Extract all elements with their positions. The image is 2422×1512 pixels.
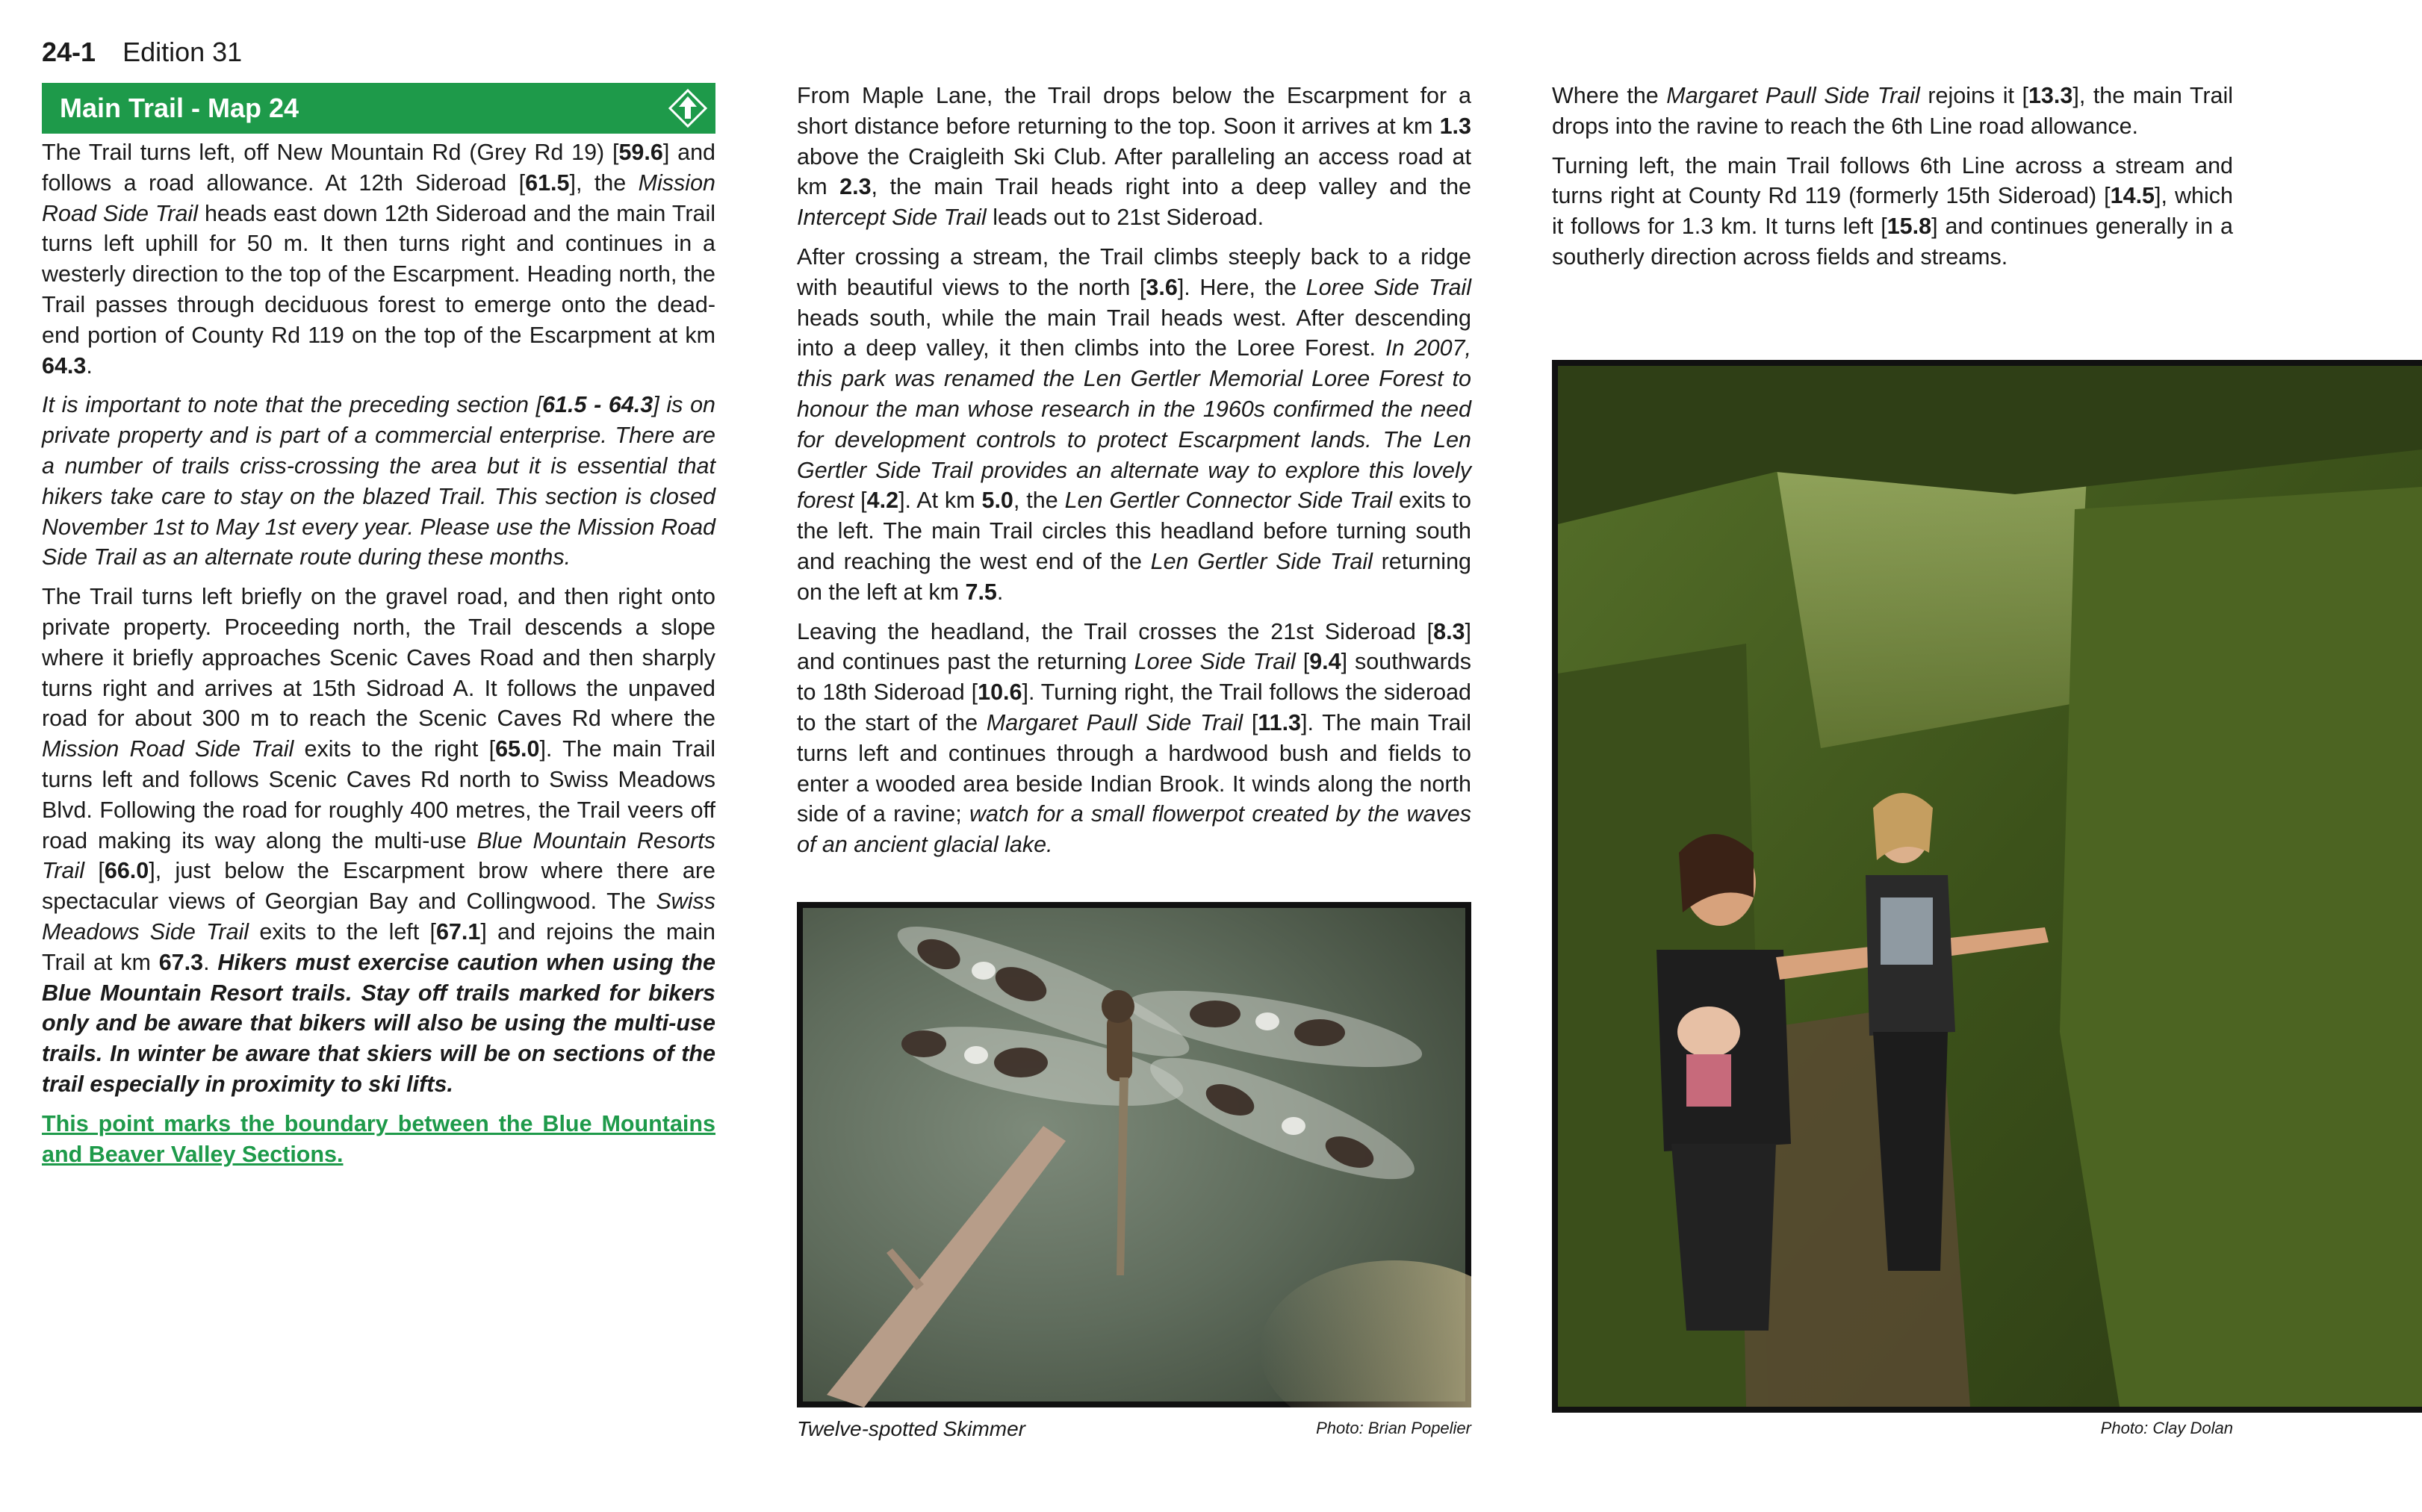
text-run: ]. Turning right, the Trail follows the sideroad to the start of the <box>797 679 1471 735</box>
text-run: 11.3 <box>1258 709 1302 735</box>
text-run: ]. The main Trail turns left and follows Scenic Caves Rd north to Swiss Meadows Blvd. Following the road for roughly 400 metres, the Trail veers off road making its way along the multi-use <box>42 736 715 853</box>
text-run: Leaving the headland, the Trail crosses the 21st Sideroad [ <box>797 618 1434 644</box>
text-run: ] and continues generally in a southerly direction across fields and streams. <box>1552 214 2233 270</box>
hikers-photo <box>1552 360 2422 1413</box>
paragraph <box>1552 151 2233 273</box>
paragraph <box>797 81 1471 233</box>
text-run: 65.0 <box>495 736 540 762</box>
text-run: It is important to note that the preceding section [ <box>42 392 543 418</box>
text-run: 2.3 <box>839 174 872 200</box>
text-run: 1.3 <box>1439 113 1471 139</box>
text-run: 7.5 <box>965 579 997 605</box>
text-run: After crossing a stream, the Trail climbs steeply back to a ridge with beautiful views to the north [ <box>797 243 1471 300</box>
section-banner <box>42 83 715 134</box>
text-run: exits to the left. The main Trail circles this headland before turning south and reaching the west end of the <box>797 488 1471 574</box>
text-run: heads south, while the main Trail heads west. After descending into a deep valley, it then climbs into the Loree Forest. <box>797 305 1471 361</box>
text-run: Where the <box>1552 83 1667 108</box>
text-run: 10.6 <box>978 679 1022 706</box>
text-run: Len Gertler Connector Side Trail <box>1064 488 1393 514</box>
text-run: 9.4 <box>1309 649 1341 675</box>
paragraph <box>1552 81 2233 142</box>
text-run: 59.6 <box>618 140 663 165</box>
text-run: , the <box>1013 488 1065 514</box>
text-run: ] is on private property and is part of a commercial enterprise. There are a number of trails criss-crossing the area but it is essential that hikers take care to stay on the blazed Trail. This section is closed November 1st to May 1st every year. Please use the Mission Road Side Trail as an alternate route during these months. <box>42 392 716 570</box>
dragonfly-photo <box>797 902 1471 1407</box>
text-run: Swiss Meadows Side Trail <box>42 889 715 945</box>
text-run: . <box>996 579 1004 605</box>
text-run: ], which it follows for 1.3 km. It turns left [ <box>1552 183 2233 240</box>
text-run: ], the main Trail drops into the ravine to reach the 6th Line road allowance. <box>1552 83 2233 139</box>
text-run: exits to the right [ <box>294 736 496 762</box>
text-run: ]. Here, the <box>1177 274 1306 300</box>
text-run: leads out to 21st Sideroad. <box>986 205 1264 231</box>
text-run: ] and continues past the returning <box>797 618 1471 675</box>
photo-credit: Photo: Clay Dolan <box>2100 1419 2233 1437</box>
text-run: Loree Side Trail <box>1134 649 1296 675</box>
text-run: 5.0 <box>981 488 1013 514</box>
private-property-note <box>42 390 715 573</box>
text-run: above the Craigleith Ski Club. After paralleling an access road at km <box>797 143 1471 200</box>
text-run: rejoins it [ <box>1919 83 2028 108</box>
text-run: 66.0 <box>104 858 149 884</box>
text-run: ] southwards to 18th Sideroad [ <box>797 649 1472 706</box>
text-run: [ <box>854 488 867 514</box>
text-run: Turning left, the main Trail follows 6th Line across a stream and turns right at County Rd 119 (formerly 15th Sideroad) [ <box>1552 152 2233 209</box>
text-run: Loree Side Trail <box>1305 274 1471 300</box>
text-run: 15.8 <box>1887 214 1932 240</box>
text-run: 3.6 <box>1146 274 1178 300</box>
text-run: 8.3 <box>1433 618 1465 644</box>
text-run: [ <box>1243 709 1258 735</box>
text-run: 4.2 <box>866 488 899 514</box>
text-run: Hikers must exercise caution when using the Blue Mountain Resort trails. Stay off trails marked for bikers only and be aware that bikers will also be using the multi-use trails. In winter be aware that skiers will be on sections of the trail especially in proximity to ski lifts. <box>42 949 715 1097</box>
text-run: In 2007, this park was renamed the Len Gertler Memorial Loree Forest to honour the man whose research in the 1960s confirmed the need for development controls to protect Escarpment lands. The Len Gertler Side Trail provides an alternate way to explore this lovely forest <box>797 335 1471 514</box>
text-run: . <box>86 352 93 379</box>
text-run: 67.3 <box>158 949 204 975</box>
edition-label: Edition 31 <box>122 37 243 67</box>
text-run: The Trail turns left briefly on the gravel road, and then right onto private property. Proceeding north, the Trail descends a slope where it briefly approaches Scenic Caves Road and then sharply turns right and arrives at 15th Sidroad A. It follows the unpaved road for about 300 m to reach the Scenic Caves Rd where the <box>42 584 715 732</box>
text-run: ] and rejoins the main Trail at km <box>42 918 715 975</box>
paragraph <box>797 617 1471 860</box>
page-header <box>42 33 242 72</box>
trail-direction-icon <box>668 88 708 128</box>
text-run: 67.1 <box>435 918 481 945</box>
text-run: Mission Road Side Trail <box>42 169 715 226</box>
column-middle <box>797 81 1471 869</box>
text-run: returning on the left at km <box>797 548 1471 605</box>
text-run: ]. At km <box>898 488 982 514</box>
text-run: [ <box>84 858 105 884</box>
column-left <box>42 137 715 1178</box>
text-run[interactable]: This point marks the boundary between the Blue Mountains and Beaver Valley Sections. <box>42 1110 715 1167</box>
text-run: 13.3 <box>2028 83 2073 108</box>
text-run: 61.5 <box>525 169 570 196</box>
text-run: exits to the left [ <box>249 918 436 945</box>
text-run: Intercept Side Trail <box>797 205 987 231</box>
text-run: ], just below the Escarpment brow where there are spectacular views of Georgian Bay and Collingwood. The <box>42 858 715 915</box>
text-run: ], the <box>569 169 639 196</box>
text-run: From Maple Lane, the Trail drops below the Escarpment for a short distance before returning to the top. Soon it arrives at km <box>797 83 1471 139</box>
text-run: 61.5 - 64.3 <box>542 392 653 418</box>
text-run: , the main Trail heads right into a deep valley and the <box>871 174 1472 200</box>
column-right <box>1552 81 2233 281</box>
text-run: heads east down 12th Sideroad and the main Trail turns left uphill for 50 m. It then turns right and continues in a westerly direction to the top of the Escarpment. Heading north, the Trail passes through deciduous forest to emerge onto the dead-end portion of County Rd 119 on the top of the Escarpment at km <box>42 200 715 348</box>
section-boundary-link[interactable] <box>42 1109 715 1170</box>
text-run: watch for a small flowerpot created by the waves of an ancient glacial lake. <box>797 801 1472 858</box>
paragraph <box>42 137 715 381</box>
page-number: 24-1 <box>42 37 96 67</box>
text-run: Margaret Paull Side Trail <box>1666 83 1920 108</box>
text-run: Len Gertler Side Trail <box>1150 548 1373 574</box>
paragraph <box>797 242 1471 608</box>
paragraph <box>42 582 715 1100</box>
text-run: ] and follows a road allowance. At 12th Sideroad [ <box>42 140 715 196</box>
text-run: [ <box>1295 649 1310 675</box>
text-run: 14.5 <box>2110 183 2155 209</box>
text-run: . <box>203 949 218 975</box>
text-run: Margaret Paull Side Trail <box>986 709 1243 735</box>
text-run: Blue Mountain Resorts Trail <box>42 827 715 884</box>
text-run: ]. The main Trail turns left and continues through a hardwood bush and fields to enter a wooded area beside Indian Brook. It winds along the north side of a ravine; <box>797 709 1471 827</box>
photo-credit: Photo: Brian Popelier <box>1316 1419 1471 1437</box>
text-run: Mission Road Side Trail <box>42 736 294 762</box>
section-title: Main Trail - Map 24 <box>60 93 299 123</box>
text-run: 64.3 <box>42 352 87 379</box>
photo-caption: Twelve-spotted Skimmer <box>797 1417 1026 1440</box>
text-run: The Trail turns left, off New Mountain Rd (Grey Rd 19) [ <box>42 140 619 165</box>
